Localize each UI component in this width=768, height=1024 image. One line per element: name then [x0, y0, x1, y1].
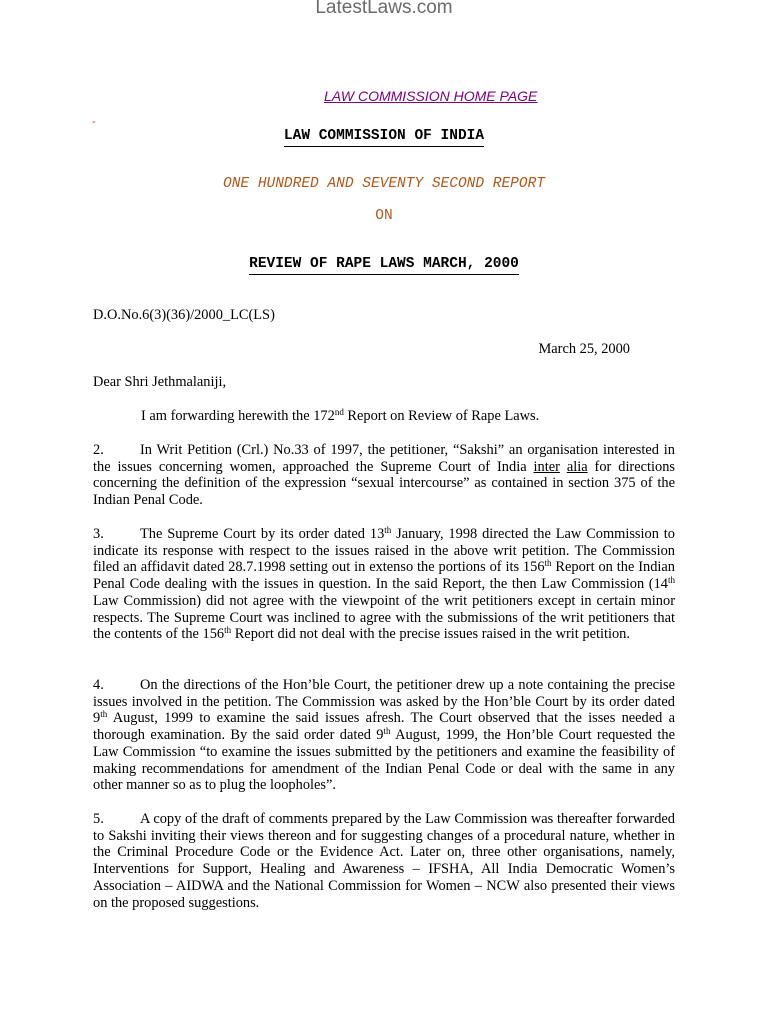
- paragraph-3: [93, 526, 675, 643]
- p2-text-a: In Writ Petition (Crl.) No.33 of 1997, the petitioner, “Sakshi” an organisation interested in the issues concerning women, approached the Supreme Court of India: [93, 442, 675, 475]
- p3-sup-1: th: [384, 525, 392, 535]
- p3-text-e: Report did not deal with the precise issues raised in the writ petition.: [231, 626, 630, 643]
- p4-sup-2: th: [383, 726, 391, 737]
- paragraph-number: 4.: [93, 677, 104, 693]
- salutation: Dear Shri Jethmalaniji,: [93, 374, 227, 390]
- p3-sup-4: th: [224, 625, 232, 636]
- paragraph-number: 2.: [93, 442, 104, 458]
- paragraph-2: [93, 442, 675, 509]
- paragraph-5: [93, 811, 675, 911]
- p3-sup-2: th: [544, 558, 552, 569]
- p4-text-a: On the directions of the Hon’ble Court, the petitioner drew up a note containing the precise issues involved in the petition. The Commission was asked by the Hon’ble Court by its order dated 9: [93, 677, 675, 727]
- site-watermark: LatestLaws.com: [315, 0, 453, 18]
- p4-text-b: August, 1999 to examine the said issues afresh. The Court observed that the isses needed a thorough examination. By the said order dated 9: [93, 710, 675, 744]
- report-on: ON: [375, 208, 393, 224]
- p2-inter: inter: [533, 458, 560, 475]
- intro-paragraph: [141, 408, 539, 425]
- subject-title-text: REVIEW OF RAPE LAWS MARCH, 2000: [249, 256, 519, 275]
- p3-text-c: Report on the Indian Penal Code dealing with the issues in question. In the said Report, the then Law Commission (14: [93, 559, 675, 593]
- p2-text-b: for directions concerning the definition of the expression “sexual intercourse” as contained in section 375 of the Indian Penal Code.: [93, 458, 675, 509]
- intro-text-a: I am forwarding herewith the 172: [141, 408, 335, 424]
- p3-text-a: The Supreme Court by its order dated 13: [140, 526, 385, 542]
- letter-date: March 25, 2000: [538, 341, 630, 357]
- reference-number: D.O.No.6(3)(36)/2000_LC(LS): [93, 307, 275, 323]
- p3-text-d: Law Commission) did not agree with the viewpoint of the writ petitioners except in certain minor respects. The Supreme Court was inclined to agree with the submissions of the writ petitioners that the contents of the 156: [93, 592, 675, 643]
- p4-sup-1: th: [100, 709, 108, 720]
- commission-title-text: LAW COMMISSION OF INDIA: [284, 128, 484, 147]
- dash-mark: -: [92, 116, 96, 128]
- p5-text: A copy of the draft of comments prepared by the Law Commission was thereafter forwarded to Sakshi inviting their views thereon and for suggesting changes of a procedural nature, whether in the Criminal Procedure Code or the Evidence Act. Later on, three other organisations, namely, Interventions for Support, Healing and Awareness – IFSHA, All India Democratic Women’s Association – AIDWA and the National Commission for Women – NCW also presented their views on the proposed suggestions.: [93, 811, 675, 911]
- commission-title: [0, 128, 768, 144]
- intro-text-b: Report on Review of Rape Laws.: [343, 408, 540, 424]
- subject-title: [0, 256, 768, 272]
- p2-alia: alia: [566, 458, 588, 475]
- p4-text-c: August, 1999, the Hon’ble Court requested the Law Commission “to examine the issues submitted by the petitioners and examine the feasibility of making recommendations for amendment of the Indian Penal Code or deal with the same in any other manner so as to plug the loopholes”.: [93, 727, 675, 794]
- paragraph-number: 5.: [93, 811, 104, 827]
- p3-text-b: January, 1998 directed the Law Commission to indicate its response with respect to the issues raised in the above writ petition. The Commission filed an affidavit dated 28.7.1998 setting out in extenso the portions of its 156: [93, 526, 675, 576]
- intro-sup: nd: [334, 407, 344, 417]
- paragraph-number: 3.: [93, 526, 104, 542]
- home-page-link[interactable]: LAW COMMISSION HOME PAGE: [324, 88, 538, 104]
- p3-sup-3: th: [667, 575, 675, 586]
- paragraph-4: [93, 677, 675, 794]
- report-title: ONE HUNDRED AND SEVENTY SECOND REPORT: [223, 176, 545, 192]
